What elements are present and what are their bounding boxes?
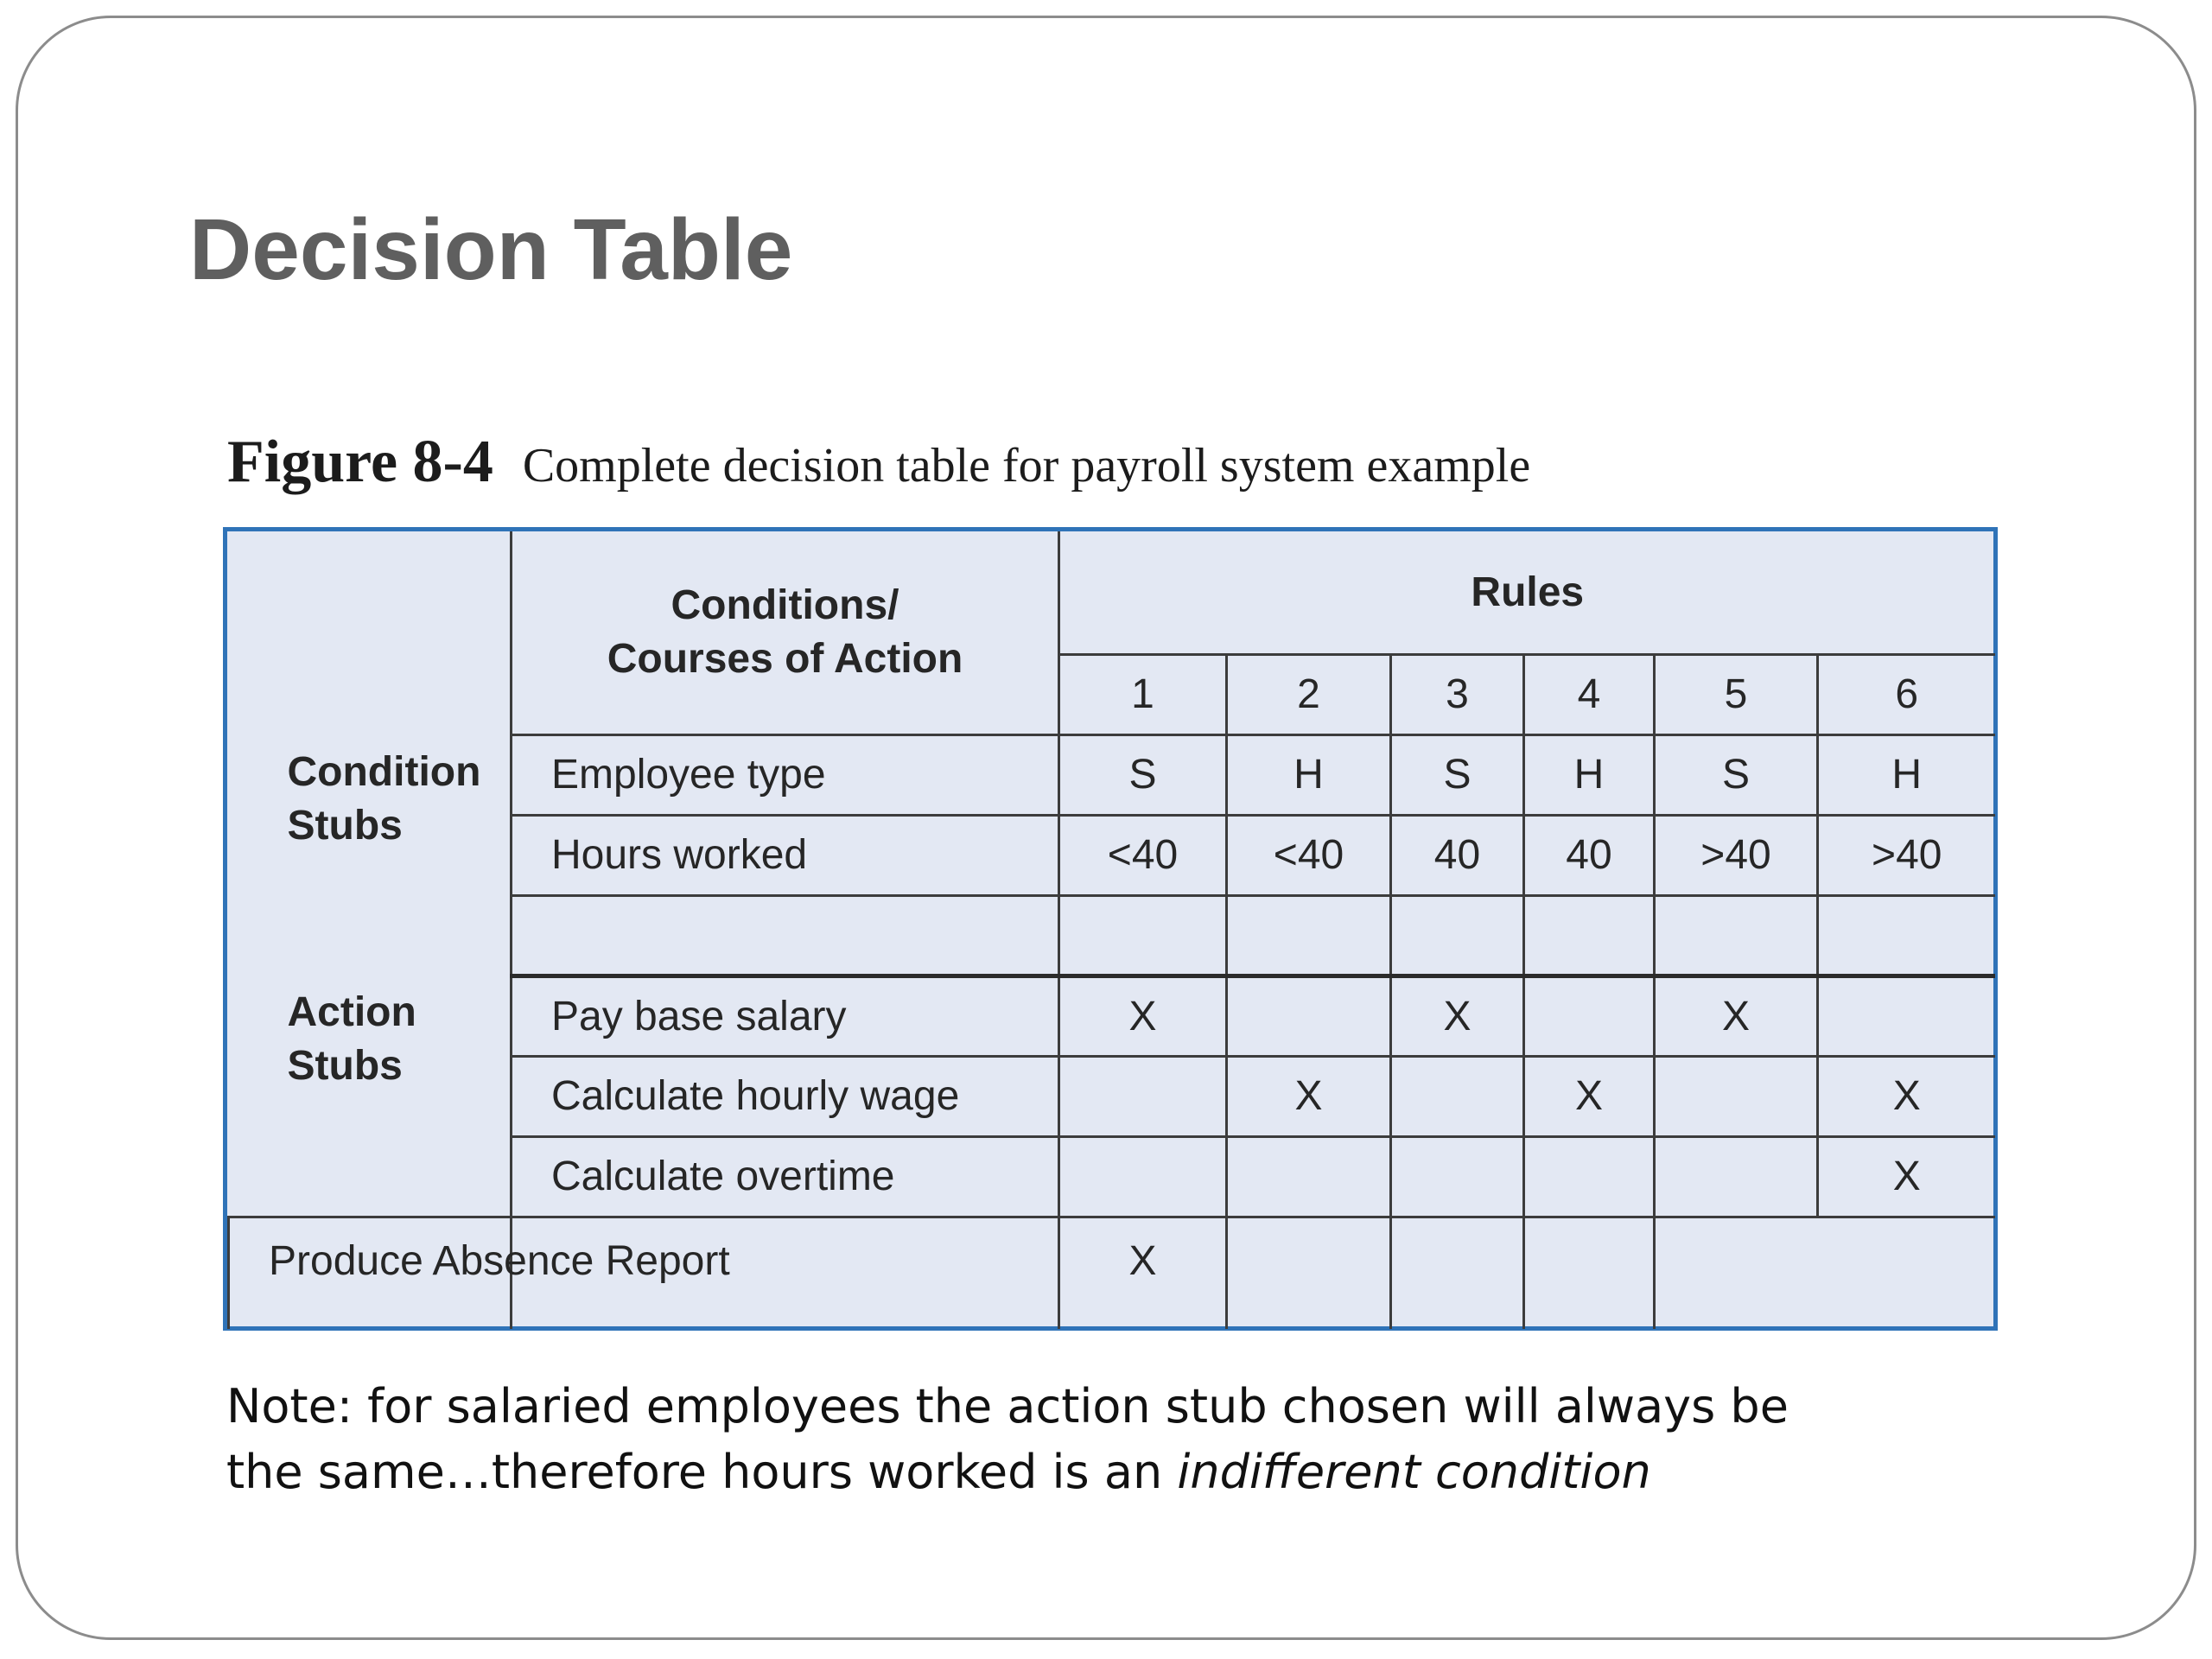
table-cell: 40 [1391, 815, 1524, 895]
blank-cell [1059, 895, 1227, 976]
blank-cell [1391, 895, 1524, 976]
table-cell [1818, 976, 1995, 1056]
table-cell: X [1227, 1056, 1391, 1136]
table-cell [1655, 1217, 1818, 1329]
table-cell: X [1524, 1056, 1655, 1136]
table-cell [1059, 1136, 1227, 1217]
action-label: Calculate hourly wage [512, 1056, 1059, 1136]
note-line2 [226, 1440, 1789, 1505]
table-cell: X [1059, 976, 1227, 1056]
table-cell [1524, 1217, 1655, 1329]
table-cell: S [1655, 734, 1818, 815]
table-cell [1655, 1136, 1818, 1217]
table-cell [1391, 1217, 1524, 1329]
blank-cell [1524, 895, 1655, 976]
rules-header: Rules [1059, 531, 1995, 654]
note-line1: Note: for salaried employees the action stub chosen will always be [226, 1379, 1789, 1433]
note-line2-prefix: the same…therefore hours worked is an [226, 1445, 1178, 1499]
rule-number: 2 [1227, 654, 1391, 734]
rule-number: 5 [1655, 654, 1818, 734]
table-cell: H [1227, 734, 1391, 815]
table-cell [1227, 976, 1391, 1056]
note-text [226, 1374, 1789, 1505]
action-stubs-line2: Stubs [287, 1043, 403, 1089]
table-cell: X [1655, 976, 1818, 1056]
blank-cell [512, 895, 1059, 976]
table-cell: <40 [1227, 815, 1391, 895]
decision-table [223, 527, 1998, 1331]
blank-cell [1227, 895, 1391, 976]
table-cell [1227, 1136, 1391, 1217]
action-label: Produce Absence Report [229, 1217, 512, 1329]
table-cell: S [1059, 734, 1227, 815]
action-stubs-line1: Action [287, 989, 416, 1035]
table-cell: X [1818, 1136, 1995, 1217]
table-cell: S [1391, 734, 1524, 815]
condition-stubs-line1: Condition [287, 749, 481, 795]
condition-label: Hours worked [512, 815, 1059, 895]
table-cell [1524, 976, 1655, 1056]
action-label: Pay base salary [512, 976, 1059, 1056]
table-cell: H [1818, 734, 1995, 815]
action-stubs-label [288, 986, 416, 1093]
table-cell: >40 [1818, 815, 1995, 895]
table-cell [1059, 1056, 1227, 1136]
figure-label: Figure 8-4 [227, 429, 493, 495]
rule-number: 3 [1391, 654, 1524, 734]
table-cell [1524, 1136, 1655, 1217]
table-cell: X [1059, 1217, 1227, 1329]
conditions-header [512, 531, 1059, 734]
table-cell [1655, 1056, 1818, 1136]
stub-column [229, 531, 512, 1217]
conditions-header-line2: Courses of Action [607, 635, 963, 682]
table-cell [1391, 1136, 1524, 1217]
table-cell [1391, 1056, 1524, 1136]
conditions-header-line1: Conditions/ [671, 582, 899, 628]
blank-cell [1818, 895, 1995, 976]
action-row-produce-absence-report [229, 1217, 1995, 1329]
table-cell: H [1524, 734, 1655, 815]
header-row-top [229, 531, 1995, 654]
table-cell [1227, 1217, 1391, 1329]
table-cell: X [1391, 976, 1524, 1056]
slide-title: Decision Table [189, 201, 793, 298]
note-emphasis: indifferent condition [1177, 1445, 1651, 1499]
condition-stubs-line2: Stubs [287, 803, 403, 849]
rule-number: 4 [1524, 654, 1655, 734]
rule-number: 1 [1059, 654, 1227, 734]
table-cell: >40 [1655, 815, 1818, 895]
condition-label: Employee type [512, 734, 1059, 815]
table-cell: 40 [1524, 815, 1655, 895]
rule-number: 6 [1818, 654, 1995, 734]
figure-description: Complete decision table for payroll system example [522, 439, 1531, 493]
action-label: Calculate overtime [512, 1136, 1059, 1217]
condition-stubs-label [288, 746, 481, 853]
blank-cell [1655, 895, 1818, 976]
table-cell: X [1818, 1056, 1995, 1136]
figure-caption [227, 429, 1531, 495]
table-cell: <40 [1059, 815, 1227, 895]
